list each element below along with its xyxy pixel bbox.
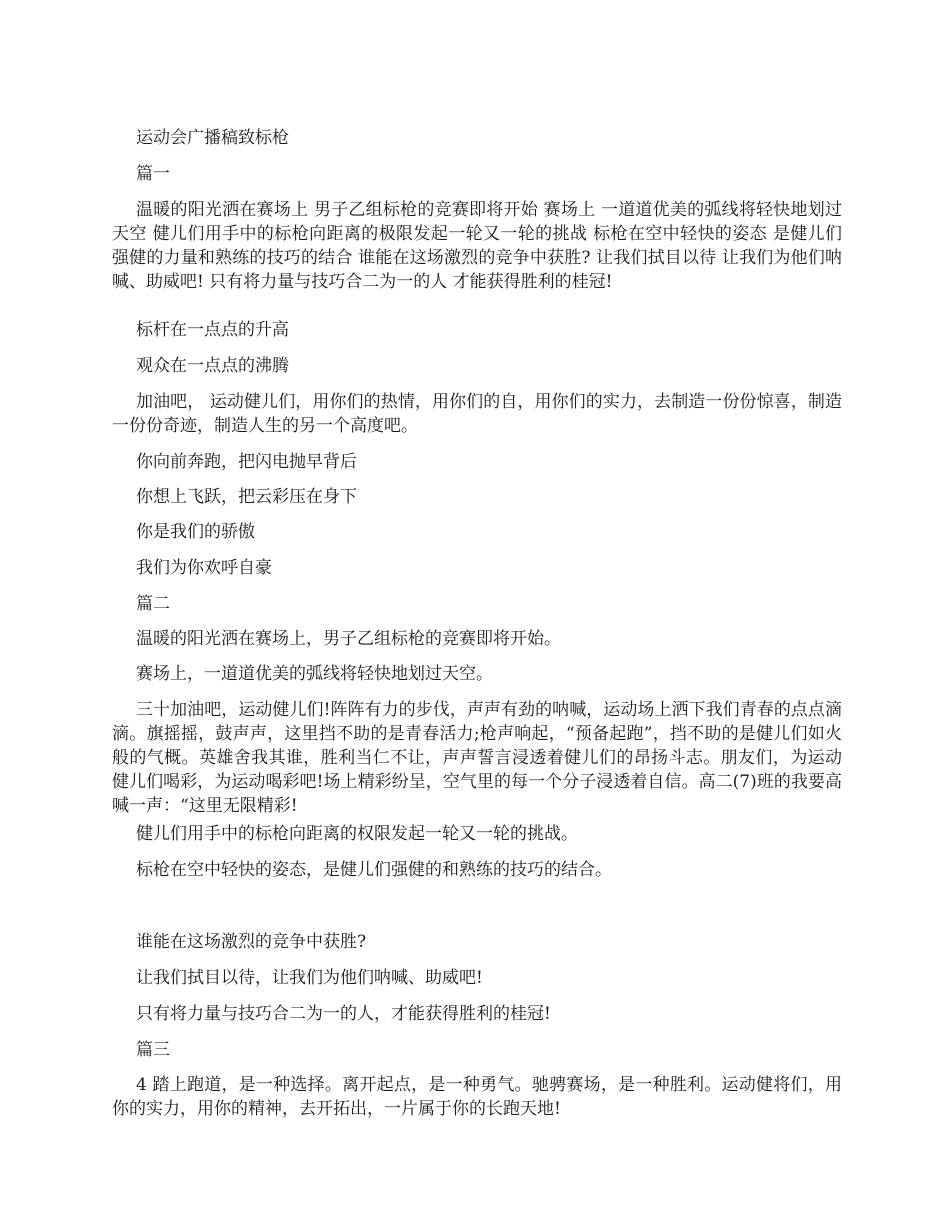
paragraph: 温暖的阳光洒在赛场上 男子乙组标枪的竞赛即将开始 赛场上 一道道优美的弧线将轻快地划过天空 健儿们用手中的标枪向距离的极限发起一轮又一轮的挑战 标枪在空中轻快的姿态 是健儿们强健的力量和熟练的技巧的结合 谁能在这场激烈的竞争中获胜? 让我们拭目以待 让我们为他们呐喊、助威吧! 只有将力量与技巧合二为一的人 才能获得胜利的桂冠! — [112, 200, 842, 292]
paragraph: 只有将力量与技巧合二为一的人，才能获得胜利的桂冠! — [136, 1004, 551, 1024]
paragraph: 三十加油吧，运动健儿们!阵阵有力的步伐，声声有劲的呐喊，运动场上洒下我们青春的点点滴滴。旗摇摇，鼓声声，这里挡不助的是青春活力;枪声响起，“预备起跑”，挡不助的是健儿们如火般的气概。英雄舍我其谁，胜利当仁不让，声声誓言浸透着健儿们的昂扬斗志。朋友们，为运动健儿们喝彩，为运动喝彩吧!场上精彩纷呈，空气里的每一个分子浸透着自信。高二(7)班的我要高喊一声：“这里无限精彩! — [112, 700, 842, 816]
paragraph: 温暖的阳光洒在赛场上，男子乙组标枪的竞赛即将开始。 — [136, 629, 561, 649]
paragraph: 观众在一点点的沸腾 — [136, 356, 289, 376]
paragraph: 标枪在空中轻快的姿态，是健儿们强健的和熟练的技巧的结合。 — [136, 860, 612, 880]
paragraph: 标杆在一点点的升高 — [136, 320, 289, 340]
paragraph: 加油吧， 运动健儿们，用你们的热情，用你们的自，用你们的实力，去制造一份份惊喜，制造一份份奇迹，制造人生的另一个高度吧。 — [112, 392, 842, 436]
paragraph: 让我们拭目以待，让我们为他们呐喊、助威吧! — [136, 968, 483, 988]
paragraph: 你是我们的骄傲 — [136, 522, 255, 542]
paragraph: 你想上飞跃，把云彩压在身下 — [136, 487, 357, 507]
paragraph: 4 踏上跑道，是一种选择。离开起点，是一种勇气。驰骋赛场，是一种胜利。运动健将们，用你的实力，用你的精神，去开拓出，一片属于你的长跑天地! — [112, 1075, 842, 1119]
paragraph: 你向前奔跑，把闪电抛早背后 — [136, 452, 357, 472]
paragraph: 谁能在这场激烈的竞争中获胜? — [136, 932, 367, 952]
section-heading-2: 篇二 — [136, 594, 170, 614]
section-heading-3: 篇三 — [136, 1040, 170, 1060]
document-title: 运动会广播稿致标枪 — [136, 128, 289, 148]
paragraph: 赛场上，一道道优美的弧线将轻快地划过天空。 — [136, 664, 493, 684]
section-heading-1: 篇一 — [136, 164, 170, 184]
paragraph: 我们为你欢呼自豪 — [136, 558, 272, 578]
paragraph: 健儿们用手中的标枪向距离的权限发起一轮又一轮的挑战。 — [136, 824, 578, 844]
